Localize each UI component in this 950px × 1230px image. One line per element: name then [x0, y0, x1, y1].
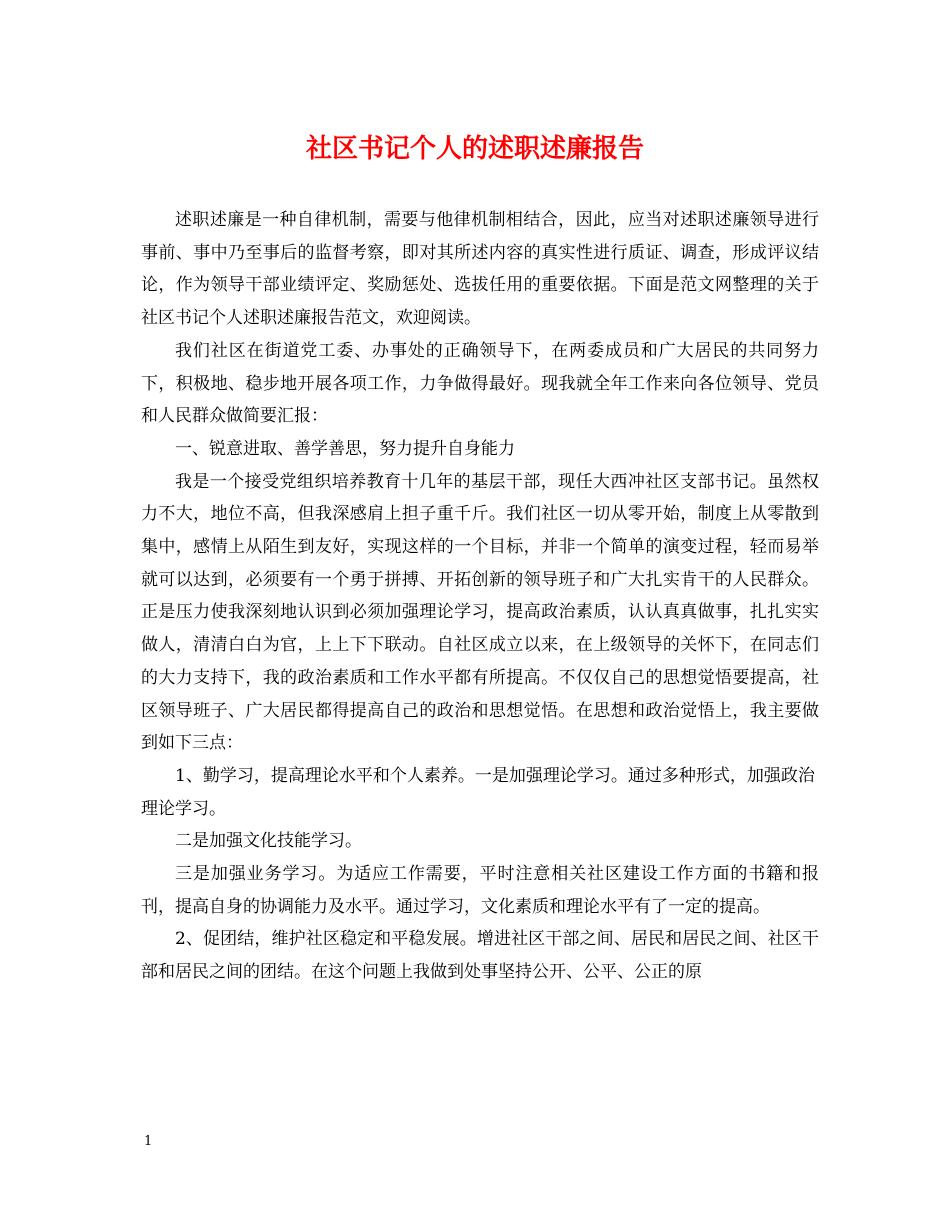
paragraph-self-introduction: 我是一个接受党组织培养教育十几年的基层干部，现任大西冲社区支部书记。虽然权力不大，地位不高，但我深感肩上担子重千斤。我们社区一切从零开始，制度上从零散到集中，感情上从陌生到友好，实现这样的一个目标，并非一个简单的演变过程，轻而易举就可以达到，必须要有一个勇于拼搏、开拓创新的领导班子和广大扎实肯干的人民群众。正是压力使我深刻地认识到必须加强理论学习，提高政治素质，认认真真做事，扎扎实实做人，清清白白为官，上上下下联动。自社区成立以来，在上级领导的关怀下，在同志们的大力支持下，我的政治素质和工作水平都有所提高。不仅仅自己的思想觉悟要提高，社区领导班子、广大居民都得提高自己的政治和思想觉悟。在思想和政治觉悟上，我主要做到如下三点：: [141, 471, 819, 754]
document-title: 社区书记个人的述职述廉报告: [305, 134, 644, 164]
section-heading-1: 一、锐意进取、善学善思，努力提升自身能力: [175, 438, 515, 459]
document-body: [141, 204, 819, 989]
page-number: 1: [144, 1134, 153, 1149]
paragraph-unity: 2、促团结，维护社区稳定和平稳发展。增进社区干部之间、居民和居民之间、社区干部和居民之间的团结。在这个问题上我做到处事坚持公开、公平、公正的原: [141, 929, 819, 983]
paragraph-intro: 述职述廉是一种自律机制，需要与他律机制相结合，因此，应当对述职述廉领导进行事前、事中乃至事后的监督考察，即对其所述内容的真实性进行质证、调查，形成评议结论，作为领导干部业绩评定、奖励惩处、选拔任用的重要依据。下面是范文网整理的关于社区书记个人述职述廉报告范文，欢迎阅读。: [141, 210, 819, 329]
paragraph-study-point-3: 三是加强业务学习。为适应工作需要，平时注意相关社区建设工作方面的书籍和报刊，提高自身的协调能力及水平。通过学习，文化素质和理论水平有了一定的提高。: [141, 864, 819, 917]
paragraph-study-point-1: 1、勤学习，提高理论水平和个人素养。一是加强理论学习。通过多种形式，加强政治理论学习。: [141, 765, 815, 819]
paragraph-study-point-2: 二是加强文化技能学习。: [175, 831, 362, 852]
paragraph-opening: 我们社区在街道党工委、办事处的正确领导下，在两委成员和广大居民的共同努力下，积极地、稳步地开展各项工作，力争做得最好。现我就全年工作来向各位领导、党员和人民群众做简要汇报：: [141, 340, 819, 427]
